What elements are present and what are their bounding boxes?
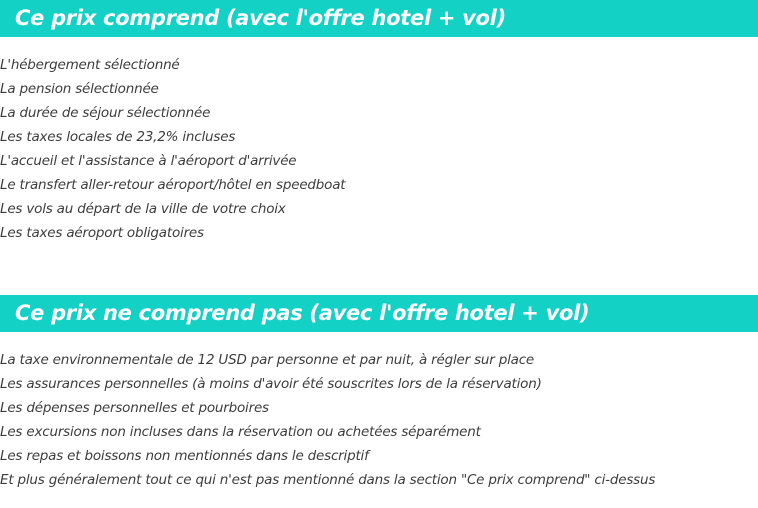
included-item: Les vols au départ de la ville de votre choix xyxy=(0,201,286,217)
excluded-item: Les excursions non incluses dans la réservation ou achetées séparément xyxy=(0,424,481,440)
excluded-list xyxy=(0,348,758,492)
included-item: L'accueil et l'assistance à l'aéroport d'arrivée xyxy=(0,153,297,169)
included-item: Les taxes locales de 23,2% incluses xyxy=(0,129,236,145)
included-item: La durée de séjour sélectionnée xyxy=(0,105,211,121)
included-item: Le transfert aller-retour aéroport/hôtel en speedboat xyxy=(0,177,346,193)
excluded-item: Les assurances personnelles (à moins d'avoir été souscrites lors de la réservation) xyxy=(0,376,542,392)
included-item: L'hébergement sélectionné xyxy=(0,57,180,73)
excluded-section-title: Ce prix ne comprend pas (avec l'offre hotel + vol) xyxy=(0,295,758,332)
included-list xyxy=(0,53,758,245)
included-item: La pension sélectionnée xyxy=(0,81,159,97)
excluded-item: Les dépenses personnelles et pourboires xyxy=(0,400,269,416)
excluded-item: Et plus généralement tout ce qui n'est pas mentionné dans la section "Ce prix comprend" ci-dessus xyxy=(0,472,656,488)
included-section-title: Ce prix comprend (avec l'offre hotel + vol) xyxy=(0,0,758,37)
included-item: Les taxes aéroport obligatoires xyxy=(0,225,204,241)
excluded-item: Les repas et boissons non mentionnés dans le descriptif xyxy=(0,448,369,464)
excluded-item: La taxe environnementale de 12 USD par personne et par nuit, à régler sur place xyxy=(0,352,535,368)
